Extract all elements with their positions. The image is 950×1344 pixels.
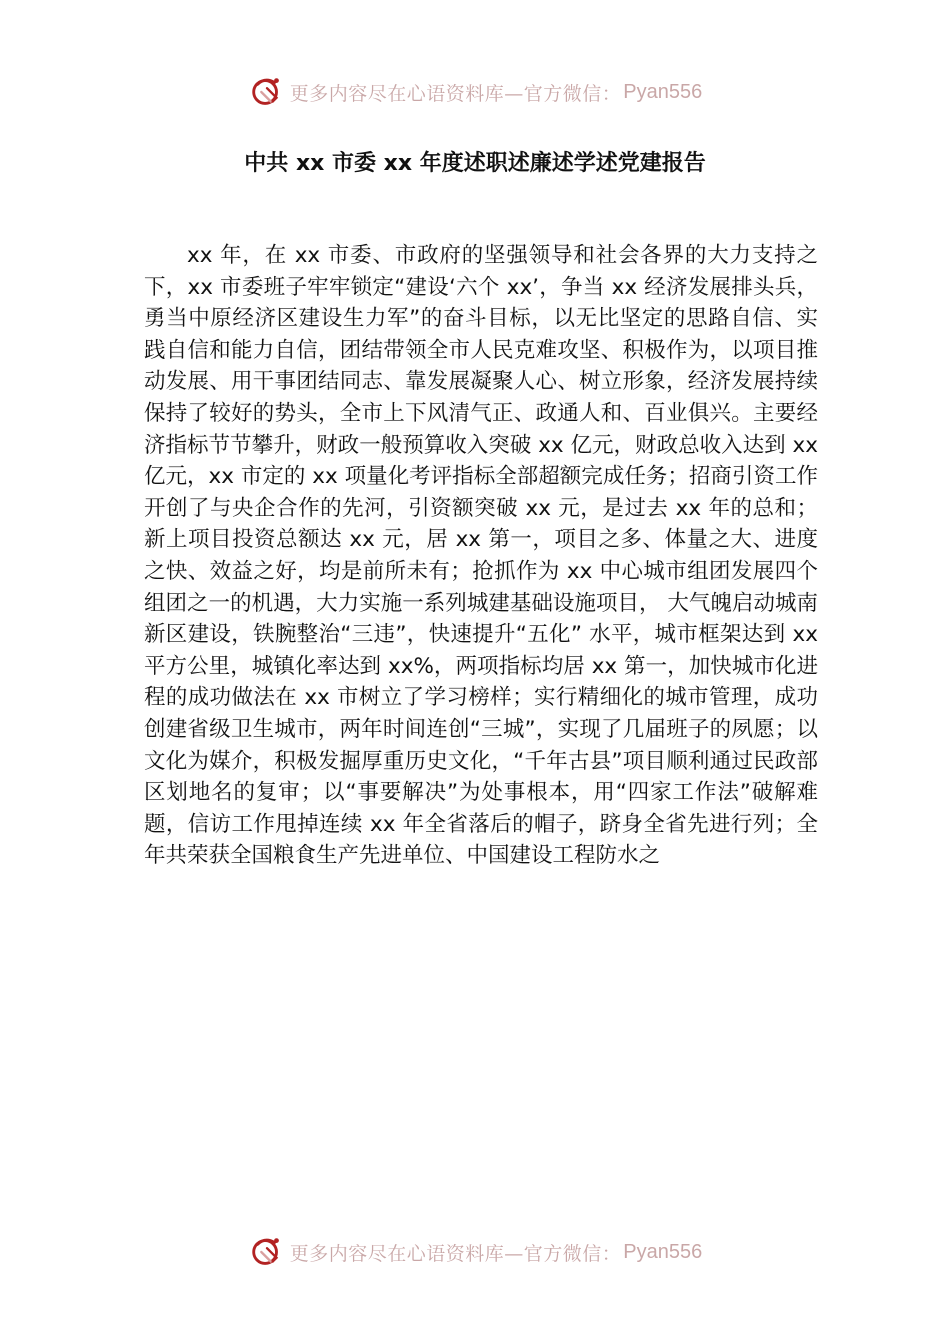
brand-logo-icon (248, 73, 286, 111)
document-title: 中共 xx 市委 xx 年度述职述廉述学述党建报告 (244, 151, 706, 176)
document-paragraph: xx 年，在 xx 市委、市政府的坚强领导和社会各界的大力支持之下，xx 市委班子牢牢锁定“建设‘六个 xx’，争当 xx 经济发展排头兵，勇当中原经济区建设生力军”的奋斗目标，以无比坚定的思路自信、实践自信和能力自信，团结带领全市人民克难攻坚、积极作为，以项目推动发展、用干事团结同志、靠发展凝聚人心、树立形象，经济发展持续保持了较好的势头，全市上下风清气正、政通人和、百业俱兴。主要经济指标节节攀升，财政一般预算收入突破 xx 亿元，财政总收入达到 xx 亿元，xx 市定的 xx 项量化考评指标全部超额完成任务；招商引资工作开创了与央企合作的先河，引资额突破 xx 元，是过去 xx 年的总和；新上项目投资总额达 xx 元，居 xx 第一，项目之多、体量之大、进度之快、效益之好，均是前所未有；抢抓作为 xx 中心城市组团发展四个组团之一的机遇，大力实施一系列城建基础设施项目， 大气魄启动城南新区建设，铁腕整治“三违”，快速提升“五化” 水平，城市框架达到 xx 平方公里，城镇化率达到 xx%，两项指标均居 xx 第一，加快城市化进程的成功做法在 xx 市树立了学习榜样；实行精细化的城市管理，成功创建省级卫生城市，两年时间连创“三城”，实现了几届班子的夙愿；以文化为媒介，积极发掘厚重历史文化，“千年古县”项目顺利通过民政部区划地名的复审；以“事要解决”为处事根本，用“四家工作法”破解难题，信访工作甩掉连续 xx 年全省落后的帽子，跻身全省先进行列；全年共荣获全国粮食生产先进单位、中国建设工程防水之 (144, 243, 818, 869)
footer-watermark (0, 1232, 950, 1272)
watermark-text: 更多内容尽在心语资料库—官方微信： (289, 1242, 622, 1265)
brand-logo-icon (248, 1233, 286, 1271)
header-watermark (0, 72, 950, 112)
document-title-container (0, 148, 950, 179)
watermark-text: 更多内容尽在心语资料库—官方微信： (289, 82, 622, 105)
watermark-wechat-id: Pyan556 (623, 80, 703, 103)
watermark-wechat-id: Pyan556 (623, 1240, 703, 1263)
